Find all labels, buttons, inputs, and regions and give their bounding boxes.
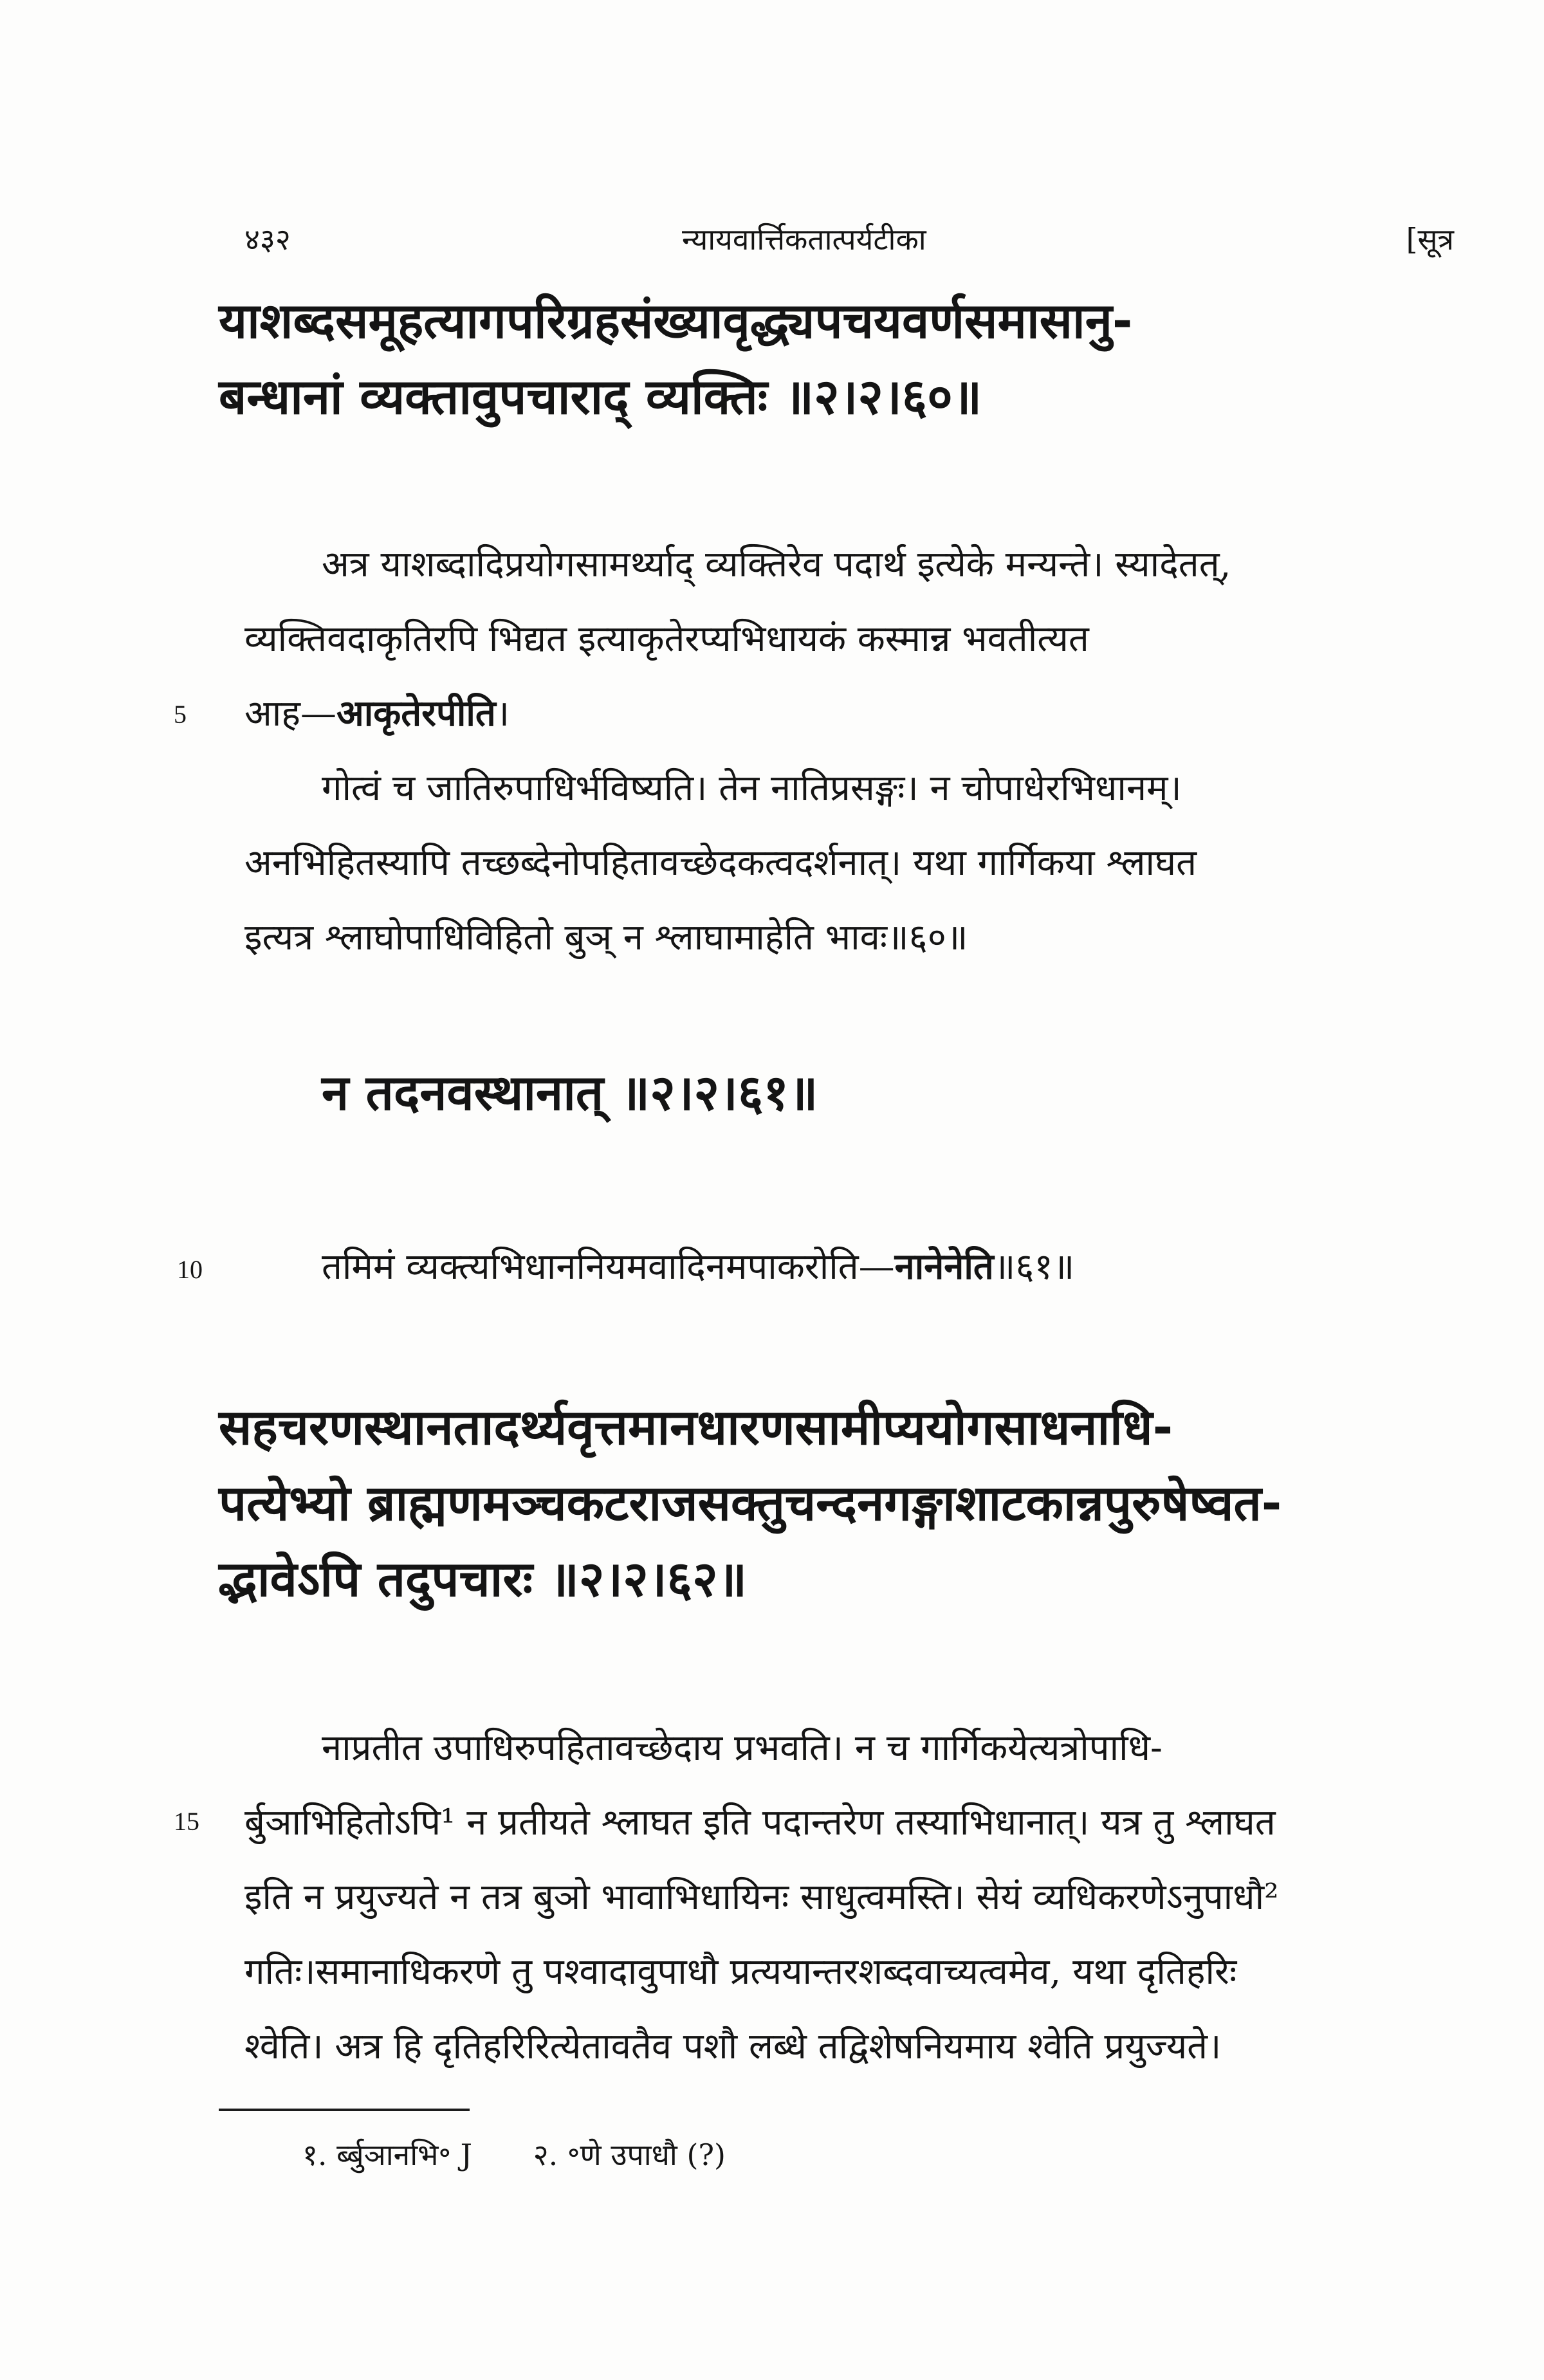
- verse-number: ॥६१॥: [993, 1246, 1075, 1288]
- page-number: ४३२: [244, 222, 291, 257]
- sutra-2-2-60: [219, 283, 1460, 435]
- footnote-2: २. ॰णे उपाधौ (?): [533, 2137, 726, 2172]
- running-title: न्यायवार्त्तिकतात्पर्यटीका: [682, 222, 926, 257]
- line-number: 5: [174, 700, 187, 729]
- section-label: [सूत्र: [1406, 222, 1454, 257]
- line-number: 10: [177, 1255, 203, 1284]
- sutra-2-2-61: [322, 1055, 1544, 1131]
- danda: ।: [495, 693, 510, 735]
- pratika-keyword: नानेनेति: [894, 1246, 994, 1288]
- commentary-line: गतिः।समानाधिकरणे तु पश्वादावुपाधौ प्रत्ययान्तरशब्दवाच्यत्वमेव, यथा दृतिहरिः: [244, 1951, 1237, 1993]
- sutra-line: पत्येभ्यो ब्राह्मणमञ्चकटराजसक्तुचन्दनगङ्गाशाटकान्नपुरुषेष्वत-: [219, 1474, 1282, 1532]
- sutra-line: द्भावेऽपि तदुपचारः ॥२।२।६२॥: [219, 1550, 748, 1607]
- footnote-rule: [219, 2109, 470, 2111]
- pratika-keyword: आकृतेरपीति: [336, 693, 496, 735]
- commentary-60: [244, 527, 1441, 975]
- footnote-1: १. र्ब्बुञानभि॰ J: [302, 2137, 473, 2172]
- sutra-line: न तदनवस्थानात् ॥२।२।६१॥: [322, 1064, 818, 1121]
- commentary-text: आह—: [244, 693, 336, 735]
- commentary-line: अनभिहितस्यापि तच्छब्देनोपहितावच्छेदकत्वदर्शनात्। यथा गार्गिकया श्लाघत: [244, 842, 1197, 884]
- sutra-2-2-62: [219, 1389, 1460, 1617]
- line-number: 15: [174, 1807, 199, 1836]
- commentary-line: श्वेति। अत्र हि दृतिहरिरित्येतावतैव पशौ लब्धे तद्विशेषनियमाय श्वेति प्रयुज्यते।: [244, 2026, 1222, 2067]
- commentary-line: [244, 677, 1441, 751]
- footnotes: [302, 2134, 777, 2174]
- running-header: [244, 219, 1454, 270]
- commentary-line: इत्यत्र श्लाघोपाधिविहितो बुञ् न श्लाघामाहेति भावः॥६०॥: [244, 917, 968, 958]
- commentary-line: गोत्वं च जातिरुपाधिर्भविष्यति। तेन नातिप्रसङ्गः। न चोपाधेरभिधानम्।: [322, 767, 1182, 809]
- sutra-line: बन्धानां व्यक्तावुपचाराद् व्यक्तिः ॥२।२।६०॥: [219, 368, 982, 425]
- commentary-line: अत्र याशब्दादिप्रयोगसामर्थ्याद् व्यक्तिरेव पदार्थ इत्येके मन्यन्ते। स्यादेतत्,: [322, 544, 1231, 585]
- commentary-line: [244, 1230, 1441, 1304]
- commentary-line: नाप्रतीत उपाधिरुपहितावच्छेदाय प्रभवति। न च गार्गिकयेत्यत्रोपाधि-: [322, 1727, 1163, 1769]
- commentary-line: र्बुञाभिहितोऽपि¹ न प्रतीयते श्लाघत इति पदान्तरेण तस्याभिधानात्। यत्र तु श्लाघत: [244, 1802, 1276, 1844]
- commentary-61: [244, 1230, 1441, 1304]
- commentary-62: [244, 1711, 1441, 2084]
- commentary-line: इति न प्रयुज्यते न तत्र बुञो भावाभिधायिनः साधुत्वमस्ति। सेयं व्यधिकरणेऽनुपाधौ²: [244, 1876, 1279, 1918]
- sutra-line: सहचरणस्थानतादर्थ्यवृत्तमानधारणसामीप्ययोगसाधनाधि-: [219, 1398, 1173, 1456]
- commentary-text: तमिमं व्यक्त्यभिधाननियमवादिनमपाकरोति—: [322, 1246, 895, 1288]
- commentary-line: व्यक्तिवदाकृतिरपि भिद्यत इत्याकृतेरप्यभिधायकं कस्मान्न भवतीत्यत: [244, 618, 1089, 660]
- sutra-line: याशब्दसमूहत्यागपरिग्रहसंख्यावृद्ध्यपचयवर्णसमासानु-: [219, 292, 1133, 349]
